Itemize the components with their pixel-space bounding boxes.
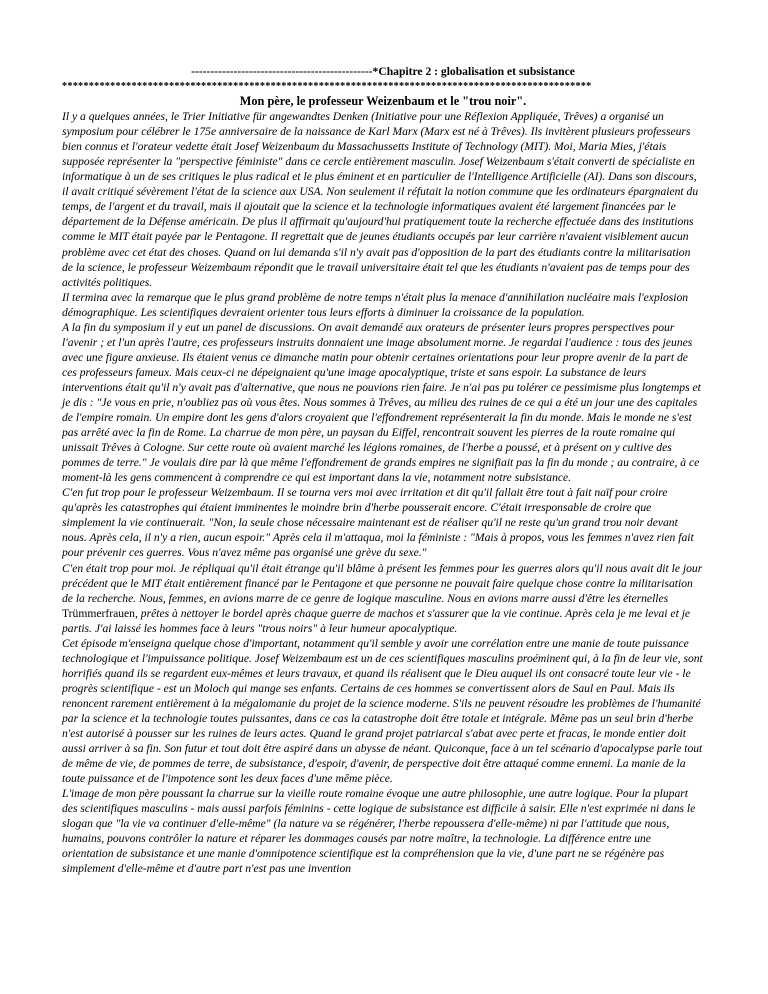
paragraph-4: C'en fut trop pour le professeur Weizembaum. Il se tourna vers moi avec irritation et dit qu'il fallait être tout à fait naïf pour croire qu'après les catastrophes qui étaient imminentes le moindre brin d'herbe pousserait encore. C'était irresponsable de croire que simplement la vie continuerait. "Non, la seule chose nécessaire maintenant est de réaliser qu'il ne reste qu'un grand trou noir devant nous. Après cela, il n'y a rien, aucun espoir." Après cela il m'attaqua, moi la féministe : "Mais à propos, vous les femmes n'avez rien fait pour prévenir ces guerres. Vous n'avez même pas organisé une grève du sexe." — [62, 486, 694, 560]
paragraph-3: A la fin du symposium il y eut un panel de discussions. On avait demandé aux orateurs de présenter leurs propres perspectives pour l'avenir ; et l'un après l'autre, ces professeurs instruits donnaient une image absolument morne. Je regardai l'audience : tous des jeunes avec une figure anxieuse. Ils étaient venus ce dimanche matin pour obtenir certaines orientations pour leur propre avenir de la part de ces professeurs fameux. Mais ceux-ci ne dépeignaient qu'une image apocalyptique, triste et sans espoir. La substance de leurs interventions était qu'il n'y avait pas d'alternative, que nous ne pouvions rien faire. Je n'ai pas pu tolérer ce pessimisme plus longtemps et je dis : "Je vous en prie, n'oubliez pas où vous êtes. Nous sommes à Trêves, au milieu des ruines de ce qui a été un jour une des capitales de l'empire romain. Un empire dont les gens d'alors croyaient que l'effondrement représenterait la fin du monde. Mais le monde ne s'est pas arrêté avec la fin de Rome. La charrue de mon père, un paysan du Eiffel, rencontrait souvent les pierres de la route romaine qui unissait Trêves à Cologne. Sur cette route où avaient marché les légions romaines, de l'herbe a poussé, et à présent on y cultive des pommes de terre." Je voulais dire par là que même l'effondrement de grands empires ne signifiait pas la fin du monde ; au contraire, à ce moment-là les gens commencent à comprendre ce qui est important dans la vie, notamment notre subsistance. — [62, 320, 701, 485]
stars-divider: *************************************************************************************************** — [62, 81, 592, 93]
paragraph-1: Il y a quelques années, le Trier Initiative für angewandtes Denken (Initiative pour une Réflexion Appliquée, Trêves) a organisé un symposium pour célébrer le 175e anniversaire de la naissance de Karl Marx (Marx est né à Trêves). Ils invitèrent plusieurs professeurs bien connus et l'orateur vedette était Josef Weizenbaum du Massachussetts Institute of Technology (MIT). Moi, Maria Mies, j'étais supposée représenter la "perspective féministe" dans ce cercle entièrement masculin. Josef Weizenbaum s'était converti de spécialiste en informatique à un de ses critiques le plus radical et le plus éminent et en particulier de l'Intelligence Artificielle (AI). Dans son discours, il avait critiqué sévèrement l'état de la science aux USA. Non seulement il réfutait la notion commune que les ordinateurs épargnaient du temps, de l'argent et du travail, mais il ajoutait que la science et la technologie informatiques avaient été largement financées par le département de la Défense américain. De plus il affirmait qu'aujourd'hui pratiquement toute la recherche effectuée dans des institutions comme le MIT était payée par le Pentagone. Il regrettait que de jeunes étudiants occupés par leur carrière n'avaient visiblement aucun problème avec cet état des choses. Quand on lui demanda s'il n'y avait pas d'opposition de la part des étudiants contre la militarisation de la science, le professeur Weizembaum répondit que le travail universitaire était tel que les étudiants n'avaient pas de temps pour des activités politiques. — [62, 110, 699, 289]
paragraph-5-text-b: , prêtes à nettoyer le bordel après chaque guerre de machos et s'assurer que la vie continue. Après cela je me levai et je partis. J'ai laissé les hommes face à leurs "trous noirs" à leur humeur apocalyptique. — [62, 606, 691, 635]
paragraph-5-text-a: C'en était trop pour moi. Je répliquai qu'il était étrange qu'il blâme à présent les femmes pour les guerres alors qu'il nous avait dit le jour précédent que le MIT était entièrement financé par le Pentagone et que personne ne pouvait faire quelque chose contre la militarisation de la recherche. Nous, femmes, en avions marre de ce genre de logique masculine. Nous en avions marre aussi d'être les éternelles — [62, 561, 703, 605]
paragraph-5 — [62, 561, 704, 636]
trummerfrauen-word: Trümmerfrauen — [62, 606, 135, 620]
paragraph-2: Il termina avec la remarque que le plus grand problème de notre temps n'était plus la menace d'annihilation nucléaire mais l'explosion démographique. Les scientifiques devraient orienter tous leurs efforts à diminuer la croissance de la population. — [62, 290, 689, 319]
section-title: Mon père, le professeur Weizenbaum et le "trou noir". — [239, 94, 527, 109]
paragraph-6: Cet épisode m'enseigna quelque chose d'important, notamment qu'il semble y avoir une corrélation entre une manie de toute puissance technologique et l'impuissance politique. Josef Weizembaum est un de ces scientifiques masculins proéminent qui, à la fin de leur vie, sont horrifiés quand ils se regardent eux-mêmes et leurs travaux, et quand ils réalisent que le Dieu auquel ils ont consacré toute leur vie - le progrès scientifique - est un Moloch qui mange ses enfants. Certains de ces hommes se convertissent alors de Saul en Paul. Mais ils renoncent rarement entièrement à la mégalomanie du projet de la science moderne. S'ils ne peuvent résoudre les problèmes de l'humanité par la science et la technologie toutes puissantes, dans ce cas la catastrophe doit être totale et intégrale. Même pas un seul brin d'herbe n'est autorisé à pousser sur les ruines de leurs actes. Quand le grand projet patriarcal s'abat avec perte et fracas, le monde entier doit aussi arriver à sa fin. Son futur et tout doit être aspiré dans un abysse de néant. Quiconque, face à un tel scénario d'apocalypse parle tout de même de vie, de pommes de terre, de subsistance, d'espoir, d'avenir, de perspective doit être attaqué comme ennemi. La manie de la toute puissance et de l'impotence sont les deux faces d'une même pièce. — [62, 636, 703, 786]
chapter-header: -----------------------------------------------*Chapitre 2 : globalisation et subsistance — [191, 65, 575, 78]
paragraph-7: L'image de mon père poussant la charrue sur la vieille route romaine évoque une autre philosophie, une autre logique. Pour la plupart des scientifiques masculins - mais aussi parfois féminins - cette logique de subsistance est difficile à saisir. Elle n'est exprimée ni dans le slogan que "la vie va continuer d'elle-même" (la nature va se régénérer, l'herbe repoussera d'elle-même) ni par l'attitude que nous, humains, pouvons contrôler la nature et réparer les dommages causés par notre maître, la technologie. La différence entre une orientation de subsistance et une manie d'omnipotence scientifique est la compréhension que la vie, d'une part ne se régénère pas simplement d'elle-même et d'autre part n'est pas une invention — [62, 787, 696, 876]
